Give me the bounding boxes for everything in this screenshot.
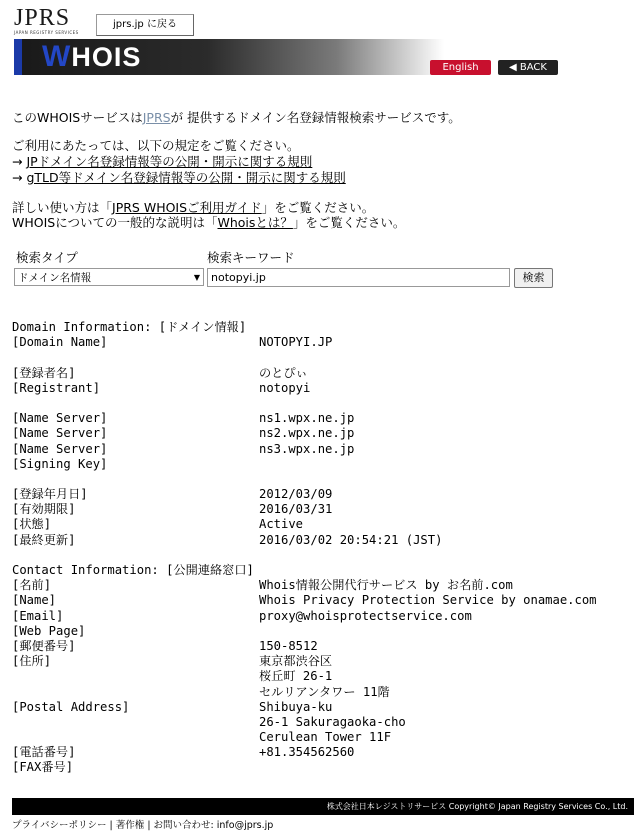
result-key: [郵便番号]: [12, 638, 76, 653]
result-row: [12, 533, 632, 548]
arrow-icon: →: [12, 154, 27, 169]
result-value: +81.354562560: [259, 745, 355, 760]
result-key: [Name Server]: [12, 426, 108, 441]
result-row: [12, 426, 632, 441]
result-value: 桜丘町 26-1: [259, 669, 333, 684]
result-key: Contact Information: [公開連絡窓口]: [12, 563, 254, 577]
result-value: 2016/03/02 20:54:21 (JST): [259, 532, 443, 547]
rules-section: [12, 138, 346, 186]
result-value: ns3.wpx.ne.jp: [259, 441, 355, 456]
result-spacer: [12, 472, 632, 487]
guide-line1-pre: 詳しい使い方は「: [12, 200, 113, 215]
result-key: [住所]: [12, 654, 52, 669]
result-row: [12, 760, 632, 775]
banner-title-first: W: [42, 40, 72, 73]
result-row: [12, 487, 632, 502]
whois-result: [12, 320, 632, 776]
result-row: [12, 700, 632, 715]
result-row: [12, 593, 632, 608]
result-row: [12, 639, 632, 654]
result-key: [Registrant]: [12, 380, 101, 395]
result-key: [登録年月日]: [12, 487, 88, 502]
footer-separator: |: [144, 820, 154, 831]
result-key: [Name Server]: [12, 411, 108, 426]
result-row: [12, 609, 632, 624]
result-key: [状態]: [12, 517, 52, 532]
jp-rules-link[interactable]: JPドメイン名登録情報等の公開・開示に関する規則: [26, 154, 313, 169]
result-row: [12, 669, 632, 684]
result-key: [Email]: [12, 608, 64, 623]
result-value: ns2.wpx.ne.jp: [259, 426, 355, 441]
intro-text: [12, 110, 461, 126]
arrow-icon: →: [12, 170, 27, 185]
result-row: [12, 715, 632, 730]
banner-title: [42, 41, 141, 73]
result-value: セルリアンタワー 11階: [259, 684, 390, 699]
search-form-labels: [16, 248, 616, 264]
search-type-select[interactable]: [14, 268, 204, 286]
result-key: [Web Page]: [12, 623, 86, 638]
footer-links: [12, 820, 273, 832]
result-value: 2016/03/31: [259, 502, 333, 517]
intro-post: が 提供するドメイン名登録情報検索サービスです。: [170, 110, 461, 125]
logo-subtext: JAPAN REGISTRY SERVICES: [14, 30, 79, 35]
what-is-whois-link[interactable]: Whoisとは？: [217, 215, 293, 230]
intro-pre: このWHOISサービスは: [12, 110, 143, 125]
result-value: Cerulean Tower 11F: [259, 730, 392, 745]
result-value: 26-1 Sakuragaoka-cho: [259, 714, 406, 729]
guide-line2-pre: WHOISについての一般的な説明は「: [12, 215, 218, 230]
result-row: [12, 381, 632, 396]
result-row: [12, 730, 632, 745]
jprs-link[interactable]: JPRS: [142, 110, 171, 125]
result-spacer: [12, 396, 632, 411]
result-value: Whois情報公開代行サービス by お名前.com: [259, 578, 513, 593]
result-value: のとぴぃ: [259, 365, 308, 380]
result-key: [電話番号]: [12, 745, 76, 760]
result-value: Active: [259, 517, 304, 532]
whois-guide-link[interactable]: JPRS WHOISご利用ガイド: [112, 200, 262, 215]
footer-copyright: 株式会社日本レジストリサービス Copyright© Japan Registry Services Co., Ltd.: [12, 798, 634, 815]
search-keyword-label: 検索キーワード: [207, 250, 295, 265]
result-key: [名前]: [12, 578, 52, 593]
result-value: ns1.wpx.ne.jp: [259, 411, 355, 426]
footer-separator: |: [106, 820, 116, 831]
result-value: Whois Privacy Protection Service by onamae.com: [259, 593, 597, 608]
guide-section: [12, 200, 405, 230]
jprs-logo[interactable]: [14, 6, 79, 36]
result-row: [12, 745, 632, 760]
back-button[interactable]: ◀ BACK: [498, 60, 558, 75]
result-key: [登録者名]: [12, 365, 76, 380]
result-value: Shibuya-ku: [259, 699, 333, 714]
result-spacer: [12, 350, 632, 365]
result-row: [12, 411, 632, 426]
result-row: [12, 654, 632, 669]
result-row: [12, 685, 632, 700]
contact-link[interactable]: お問い合わせ: info@jprs.jp: [153, 820, 274, 831]
result-value: proxy@whoisprotectservice.com: [259, 608, 472, 623]
result-value: NOTOPYI.JP: [259, 335, 333, 350]
result-value: 2012/03/09: [259, 487, 333, 502]
result-row: [12, 517, 632, 532]
result-row: [12, 502, 632, 517]
result-key: [FAX番号]: [12, 760, 74, 775]
result-key: [Name Server]: [12, 441, 108, 456]
search-keyword-input[interactable]: notopyi.jp: [207, 268, 510, 287]
search-type-label: 検索タイプ: [16, 250, 78, 265]
result-key: [有効期限]: [12, 502, 76, 517]
result-row: [12, 578, 632, 593]
home-link-button[interactable]: jprs.jp に戻る: [96, 14, 194, 36]
result-row: [12, 335, 632, 350]
result-key: Domain Information: [ドメイン情報]: [12, 320, 247, 334]
result-row: [12, 563, 632, 578]
english-button[interactable]: English: [430, 60, 491, 75]
result-row: [12, 320, 632, 335]
result-value: 東京都渋谷区: [259, 654, 333, 669]
result-key: [Signing Key]: [12, 456, 108, 471]
whois-banner: [14, 39, 444, 75]
result-key: [Domain Name]: [12, 335, 108, 350]
result-key: [最終更新]: [12, 532, 76, 547]
logo-text: JPRS: [14, 5, 71, 31]
result-row: [12, 457, 632, 472]
result-value: 150-8512: [259, 638, 318, 653]
result-row: [12, 366, 632, 381]
guide-line2-post: 」をご覧ください。: [292, 215, 406, 230]
dropdown-arrow-icon: ▼: [193, 273, 200, 282]
result-value: notopyi: [259, 380, 311, 395]
banner-accent-bar: [14, 39, 22, 75]
search-type-value: ドメイン名情報: [18, 272, 92, 284]
result-row: [12, 624, 632, 639]
result-spacer: [12, 548, 632, 563]
banner-title-rest: HOIS: [71, 42, 142, 72]
gtld-rules-link[interactable]: gTLD等ドメイン名登録情報等の公開・開示に関する規則: [26, 170, 346, 185]
rules-heading: ご利用にあたっては、以下の規定をご覧ください。: [12, 138, 300, 153]
guide-line1-post: 」をご覧ください。: [261, 200, 375, 215]
search-button[interactable]: 検索: [514, 268, 553, 288]
result-row: [12, 442, 632, 457]
copyright-link[interactable]: 著作権: [115, 820, 145, 831]
result-key: [Postal Address]: [12, 699, 130, 714]
privacy-policy-link[interactable]: プライバシーポリシー: [12, 820, 107, 831]
result-key: [Name]: [12, 593, 57, 608]
